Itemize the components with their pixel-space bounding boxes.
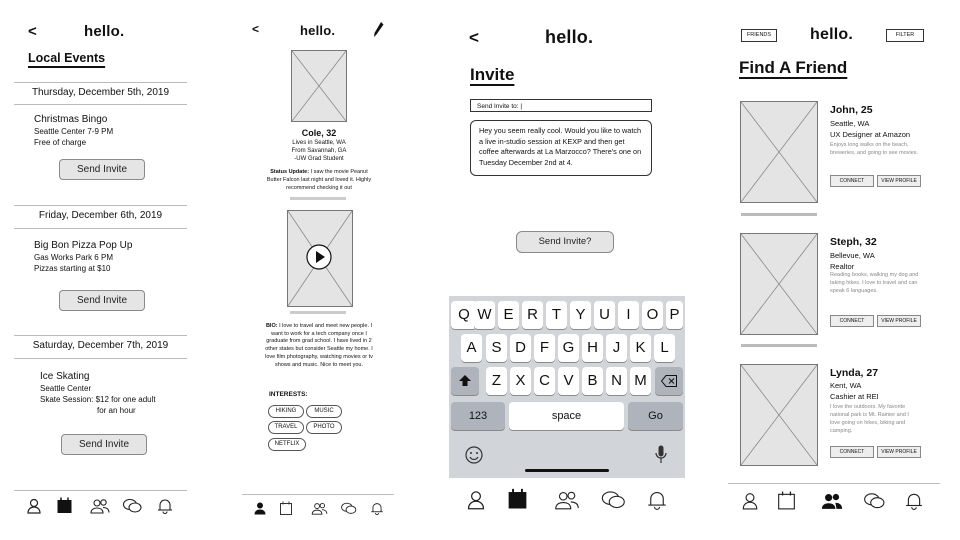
app-title: hello.	[84, 23, 125, 40]
screen-local-events	[14, 0, 200, 540]
connect-button[interactable]: CONNECT	[830, 315, 874, 327]
key-y[interactable]: Y	[570, 301, 591, 329]
status-update	[266, 168, 372, 192]
friend-name: Steph, 32	[830, 236, 877, 248]
screen-profile	[240, 0, 396, 540]
friends-icon[interactable]	[90, 498, 110, 514]
friends-icon[interactable]	[554, 490, 580, 510]
divider	[14, 335, 187, 336]
bio-text: I love to travel and meet new people. I want to work for a tech company once I graduate from grad school. I have lived in 2 other states but consider Seattle my home. I love film photography, watching movies or tv shows and music. Nice to meet you.	[265, 323, 373, 368]
status-label: Status Update:	[270, 169, 310, 175]
friend-photo-placeholder[interactable]	[740, 233, 818, 335]
profile-info-line: Lives in Seattle, WA	[292, 140, 346, 146]
event-detail: Pizzas starting at $10	[34, 264, 111, 273]
numbers-key[interactable]: 123	[451, 402, 505, 430]
divider	[741, 344, 817, 347]
divider	[14, 82, 187, 83]
event-detail: Seattle Center	[40, 384, 92, 393]
event-date: Saturday, December 7th, 2019	[32, 340, 169, 351]
bell-icon[interactable]	[157, 498, 173, 514]
send-invite-button[interactable]: Send Invite	[59, 290, 145, 311]
send-invite-button[interactable]: Send Invite	[59, 159, 145, 180]
key-a[interactable]: A	[461, 334, 482, 362]
key-t[interactable]: T	[546, 301, 567, 329]
tab-bar	[14, 494, 187, 524]
bell-icon[interactable]	[370, 502, 384, 515]
key-k[interactable]: K	[630, 334, 651, 362]
key-v[interactable]: V	[558, 367, 579, 395]
tabbar-divider	[242, 494, 394, 495]
key-h[interactable]: H	[582, 334, 603, 362]
friend-name: Lynda, 27	[830, 367, 879, 379]
bio	[262, 323, 376, 369]
divider	[14, 205, 187, 206]
event-detail: Free of charge	[34, 138, 87, 147]
section-title: Find A Friend	[739, 58, 848, 77]
friend-description: I love the outdoors. My favorite national park is Mt. Rainier and I love going on hikes, biking and camping.	[830, 404, 909, 434]
event-date: Friday, December 6th, 2019	[38, 210, 163, 221]
emoji-icon[interactable]	[465, 446, 483, 464]
bell-icon[interactable]	[905, 492, 923, 510]
shift-icon	[458, 374, 472, 388]
tabbar-divider	[728, 483, 940, 484]
interest-chip[interactable]: PHOTO	[306, 421, 342, 434]
divider	[290, 311, 346, 314]
divider	[14, 358, 187, 359]
friend-role: UX Designer at Amazon	[830, 130, 911, 139]
tab-bar	[449, 484, 685, 518]
friend-description: Enjoys long walks on the beach, breweries, and going to see movies.	[830, 142, 919, 156]
key-o[interactable]: O	[642, 301, 663, 329]
bell-icon[interactable]	[647, 490, 667, 510]
calendar-icon[interactable]	[280, 501, 292, 515]
play-icon[interactable]	[306, 244, 332, 270]
friends-button[interactable]: FRIENDS	[741, 29, 777, 42]
back-button[interactable]: <	[469, 28, 479, 47]
chat-icon[interactable]	[122, 498, 142, 514]
key-c[interactable]: C	[534, 367, 555, 395]
home-indicator	[525, 469, 609, 472]
screen-find-friend	[724, 0, 948, 540]
go-key[interactable]: Go	[628, 402, 683, 430]
key-b[interactable]: B	[582, 367, 603, 395]
key-d[interactable]: D	[510, 334, 531, 362]
key-g[interactable]: G	[558, 334, 579, 362]
profile-icon[interactable]	[254, 502, 266, 515]
friends-icon[interactable]	[311, 502, 328, 515]
view-profile-button[interactable]: VIEW PROFILE	[877, 315, 921, 327]
send-invite-button[interactable]: Send Invite?	[516, 231, 614, 253]
interests-label: INTERESTS:	[269, 391, 308, 398]
event-detail: Skate Session: $12 for one adult	[40, 395, 156, 404]
key-q[interactable]: Q	[451, 301, 477, 329]
event-detail: for an hour	[97, 406, 136, 415]
connect-button[interactable]: CONNECT	[830, 446, 874, 458]
connect-button[interactable]: CONNECT	[830, 175, 874, 187]
event-detail: Gas Works Park 6 PM	[34, 253, 113, 262]
edit-pencil-icon[interactable]	[372, 21, 384, 38]
app-title: hello.	[300, 23, 336, 38]
key-s[interactable]: S	[486, 334, 507, 362]
key-u[interactable]: U	[594, 301, 615, 329]
microphone-icon[interactable]	[655, 445, 667, 464]
tabbar-divider	[14, 490, 187, 491]
tab-bar	[728, 488, 940, 518]
friend-description: Reading books, walking my dog and taking hikes. I love to travel and can speak 6 languages.	[830, 272, 919, 294]
calendar-icon[interactable]	[508, 488, 527, 510]
divider	[741, 213, 817, 216]
friend-role: Realtor	[830, 262, 855, 271]
key-l[interactable]: L	[654, 334, 675, 362]
friend-photo-placeholder[interactable]	[740, 364, 818, 466]
view-profile-button[interactable]: VIEW PROFILE	[877, 175, 921, 187]
event-name: Christmas Bingo	[34, 114, 108, 125]
friends-icon[interactable]	[820, 492, 844, 510]
chat-icon[interactable]	[600, 490, 626, 510]
chat-icon[interactable]	[863, 492, 885, 510]
status-text: I saw the movie Peanut Butter Falcon last night and loved it. Highly recommend checking it out	[266, 169, 372, 191]
calendar-icon[interactable]	[57, 497, 72, 514]
app-title: hello.	[545, 27, 594, 47]
profile-info-line: From Savannah, GA	[291, 148, 347, 154]
profile-info-line: -UW Grad Student	[294, 156, 344, 162]
key-e[interactable]: E	[498, 301, 519, 329]
profile-name: Cole, 32	[301, 128, 337, 138]
friend-location: Bellevue, WA	[830, 251, 875, 260]
key-n[interactable]: N	[606, 367, 627, 395]
space-key[interactable]: space	[509, 402, 624, 430]
key-w[interactable]: W	[474, 301, 495, 329]
friend-role: Cashier at REI	[830, 392, 879, 401]
view-profile-button[interactable]: VIEW PROFILE	[877, 446, 921, 458]
back-button[interactable]: <	[252, 22, 260, 36]
key-x[interactable]: X	[510, 367, 531, 395]
keyboard	[449, 296, 685, 478]
calendar-icon[interactable]	[778, 491, 795, 510]
filter-button[interactable]: FILTER	[886, 29, 924, 42]
key-z[interactable]: Z	[486, 367, 507, 395]
friend-location: Seattle, WA	[830, 119, 870, 128]
backspace-icon	[661, 375, 677, 387]
divider	[14, 228, 187, 229]
tab-bar	[242, 498, 394, 528]
invite-message-textarea[interactable]: Hey you seem really cool. Would you like to watch a live in-studio session at KEXP and then get coffee afterwards at La Marzocco? There's one on Tuesday December 2nd at 4.	[470, 120, 652, 176]
backspace-key[interactable]	[655, 367, 683, 395]
interest-chip[interactable]: MUSIC	[306, 405, 342, 418]
event-detail: Seattle Center 7-9 PM	[34, 127, 114, 136]
section-title: Invite	[470, 65, 515, 84]
divider	[14, 104, 187, 105]
profile-icon[interactable]	[467, 490, 485, 510]
app-title: hello.	[810, 26, 853, 43]
friend-location: Kent, WA	[830, 381, 862, 390]
send-invite-button[interactable]: Send Invite	[61, 434, 147, 455]
key-r[interactable]: R	[522, 301, 543, 329]
event-name: Big Bon Pizza Pop Up	[34, 240, 133, 251]
key-f[interactable]: F	[534, 334, 555, 362]
event-date: Thursday, December 5th, 2019	[31, 87, 170, 98]
event-name: Ice Skating	[40, 371, 90, 382]
divider	[290, 197, 346, 200]
key-p[interactable]: P	[666, 301, 683, 329]
friend-name: John, 25	[830, 104, 873, 116]
profile-photo-placeholder	[291, 50, 347, 122]
chat-icon[interactable]	[340, 502, 357, 515]
key-j[interactable]: J	[606, 334, 627, 362]
interest-chip[interactable]: NETFLIX	[268, 438, 306, 451]
profile-icon[interactable]	[742, 492, 758, 510]
profile-icon[interactable]	[27, 498, 41, 514]
screen-invite	[447, 0, 687, 540]
shift-key[interactable]	[451, 367, 479, 395]
interest-chip[interactable]: TRAVEL	[268, 421, 304, 434]
interest-chip[interactable]: HIKING	[268, 405, 304, 418]
section-title: Local Events	[28, 51, 106, 65]
key-i[interactable]: I	[618, 301, 639, 329]
bio-label: BIO:	[265, 323, 278, 329]
back-button[interactable]: <	[28, 23, 37, 40]
key-m[interactable]: M	[630, 367, 651, 395]
friend-photo-placeholder[interactable]	[740, 101, 818, 203]
send-invite-to-input[interactable]: Send Invite to: |	[470, 99, 652, 112]
